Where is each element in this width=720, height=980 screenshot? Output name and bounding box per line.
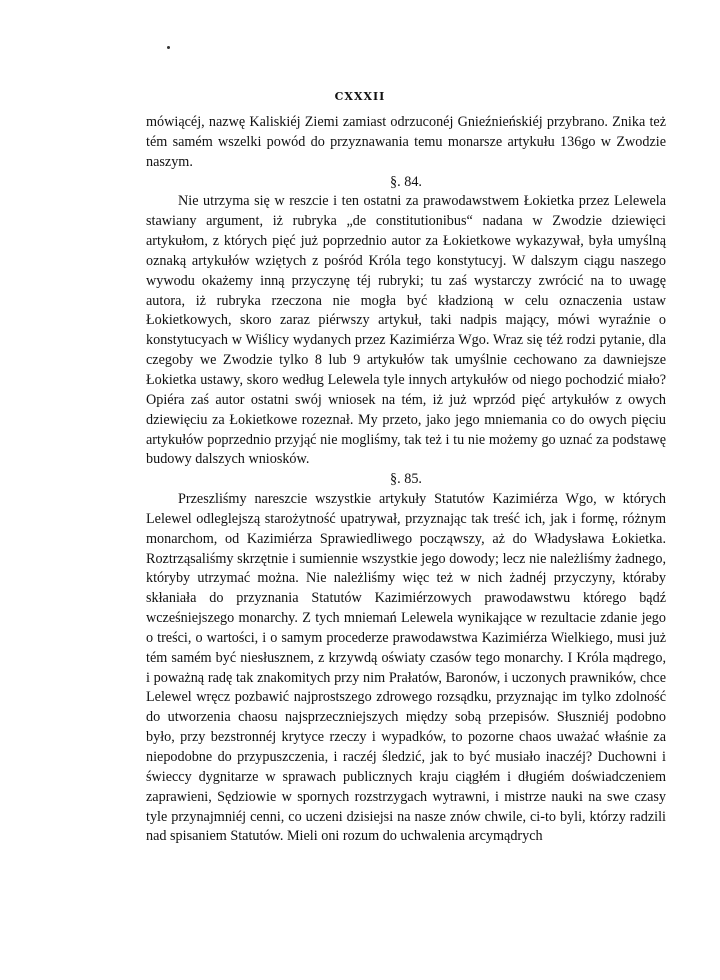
page-number: CXXXII [334, 90, 386, 103]
paragraph-section-84: Nie utrzyma się w reszcie i ten ostatni za prawodawstwem Łokietka przez Lelewela stawiany argument, iż rubryka „de constitutionibus“ nadana w Zwodzie dziewięci artykułom, z których pięć już poprzednio autor za Łokietkowe wykazywał, była umyślną oznaką artykułów wziętych z pośród Króla tego konstytucyj. W dalszym ciągu naszego wywodu okażemy inną przyczynę téj rubryki; tu zaś wystarczy zwrócić na to uwagę autora, iż rubryka rzeczona nie mogła być kładzioną w celu oznaczenia ustaw Łokietkowych, skoro zaraz piérwszy artykuł, taki nadpis mający, mówi wyraźnie o konstytucyach w Wiślicy wydanych przez Kazimiérza Wgo. Wraz się téż rodzi pytanie, dla czegoby we Zwodzie tylko 8 lub 9 artykułów tak umyślnie cechowano za dawniejsze Łokietka ustawy, skoro według Lelewela tyle innych artykułów od niego pochodzić miało? Opiéra zaś autor ostatni swój wniosek na tém, iż już wprzód pięć artykułów z owych dziewięciu za Łokietkowe rozeznał. My przeto, jako jego mniemania co do owych pięciu artykułów poprzednio przyjąć nie mogliśmy, tak też i tu nie możemy go uznać za podstawę budowy dalszych wniosków. [146, 193, 666, 468]
ink-speck [167, 46, 170, 49]
section-heading-85: §. 85. [390, 471, 422, 488]
paragraph-section-85: Przeszliśmy nareszcie wszystkie artykuły Statutów Kazimiérza Wgo, w których Lelewel odleglejszą starożytność upatrywał, przyznając tak treść ich, jak i formę, różnym monarchom, od Kazimiérza Sprawiedliwego począwszy, aż do Władysława Łokietka. Roztrząsaliśmy skrzętnie i sumiennie wszystkie jego dowody; lecz nie należliśmy żadnego, któryby utrzymać można. Nie należliśmy więc też w nich żadnéj przyczyny, któraby skłaniała do przyznania Statutów Kazimiérzowych prawodawstwu którego bądź wcześniejszego monarchy. Z tych mniemań Lelewela wynikające w rezultacie zdanie jego o treści, o wartości, i o samym procederze prawodawstwa Kazimiérza Wielkiego, musi już tém samém być niesłusznem, z krzywdą oświaty czasów tego monarchy. I Króla mądrego, i poważną radę tak znakomitych przy nim Prałatów, Baronów, i uczonych prawników, chce Lelewel wręcz pozbawić najprostszego zdrowego rozsądku, przyznając im tylko zdolność do utworzenia chaosu najsprzeczniejszych między sobą przepisów. Słuszniéj podobno było, przy bezstronnéj krytyce rzeczy i wypadków, to pozorne chaos uważać właśnie za niepodobne do przypuszczenia, i raczéj śledzić, jak to być musiało inaczéj? Duchowni i świeccy dygnitarze w sprawach publicznych kraju ciągłém i długiém doświadczeniem zaprawieni, Sędziowie w spornych rozstrzygach wytrawni, i mistrze nauki na swe czasy tyle przynajmniéj cenni, co uczeni dzisiejsi na nasze znów chwile, ci-to byli, którzy radzili nad spisaniem Statutów. Mieli oni rozum do uchwalenia arcymądrych [146, 491, 666, 845]
section-heading-84: §. 84. [390, 173, 422, 190]
paragraph-continued: mówiącéj, nazwę Kaliskiéj Ziemi zamiast odrzuconéj Gnieźnieńskiéj przybrano. Znika też tém samém wszelki powód do przyznawania temu monarsze artykułu 136go w Zwodzie naszym. [146, 114, 666, 170]
body-text [146, 113, 666, 847]
